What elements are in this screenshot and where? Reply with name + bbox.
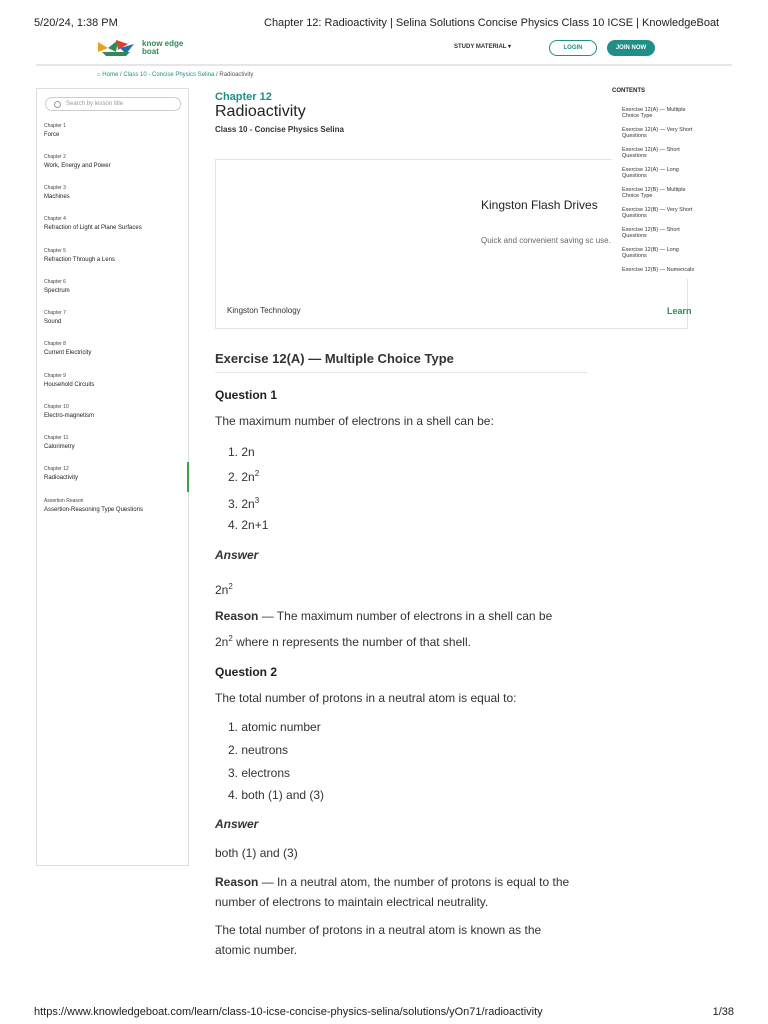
- explanation-line-1: The total number of protons in a neutral atom is known as the: [215, 923, 542, 937]
- answer-superscript: 2: [228, 582, 233, 591]
- contents-item[interactable]: [622, 267, 726, 273]
- chapter-name: Refraction of Light at Plane Surfaces: [44, 225, 142, 231]
- ad-learn-more-link[interactable]: Learn: [667, 306, 692, 316]
- answer-text: both (1) and (3): [215, 846, 298, 860]
- question-2-label: Question 2: [215, 665, 278, 679]
- chapter-label: Chapter 12: [215, 91, 272, 103]
- breadcrumb: ⌂ Home / Class 10 - Concise Physics Selina / Radioactivity: [97, 72, 254, 78]
- option-text: 3. 2n: [228, 497, 255, 511]
- contents-item-line: Exercise 12(B) — Short: [622, 227, 680, 233]
- lesson-search-input[interactable]: [45, 97, 181, 111]
- contents-item-line: Exercise 12(B) — Long: [622, 247, 679, 253]
- reason-label: Reason: [215, 875, 259, 889]
- contents-item[interactable]: [622, 187, 726, 199]
- sidebar-item-chapter-11[interactable]: [44, 435, 184, 450]
- answer-text: [215, 577, 590, 600]
- chapter-name: Force: [44, 132, 60, 138]
- reason-text-line-2: [215, 629, 590, 652]
- contents-item[interactable]: [622, 227, 726, 239]
- question-2-option: 2. neutrons: [228, 743, 289, 757]
- print-url: https://www.knowledgeboat.com/learn/class-10-icse-concise-physics-selina/solutions/yOn71/radioactivity: [34, 1006, 543, 1018]
- chapter-name: Current Electricity: [44, 350, 92, 356]
- sidebar-item-chapter-5[interactable]: [44, 248, 184, 263]
- search-icon: [54, 101, 61, 108]
- print-page-number: 1/38: [712, 1006, 734, 1018]
- chapter-number: Chapter 7: [44, 310, 66, 316]
- breadcrumb-current: Radioactivity: [219, 72, 254, 78]
- option-superscript: 2: [254, 469, 260, 478]
- answer-value: 2n: [215, 583, 229, 597]
- chapter-name: Calorimetry: [44, 444, 75, 450]
- contents-item-line: Exercise 12(A) — Very Short: [622, 127, 693, 133]
- chapter-name: Spectrum: [44, 288, 70, 294]
- chapter-name: Assertion-Reasoning Type Questions: [44, 507, 143, 513]
- chapter-number: Chapter 1: [44, 123, 66, 129]
- home-icon[interactable]: ⌂: [97, 72, 101, 78]
- reason-line: — In a neutral atom, the number of protons is equal to the: [258, 875, 570, 889]
- chapter-number: Chapter 5: [44, 248, 66, 254]
- study-material-menu[interactable]: STUDY MATERIAL ▾: [454, 44, 512, 50]
- chapter-sidebar: [36, 88, 189, 866]
- contents-item[interactable]: [622, 127, 726, 139]
- contents-item-line: Exercise 12(B) — Multiple: [622, 187, 686, 193]
- reason-line: where n represents the number of that shell.: [232, 635, 471, 649]
- sidebar-item-chapter-10[interactable]: [44, 404, 184, 419]
- question-1-option: [228, 445, 255, 459]
- top-nav: [36, 34, 732, 66]
- question-2-text: The total number of protons in a neutral atom is equal to:: [215, 691, 517, 705]
- contents-item-line: Exercise 12(A) — Short: [622, 147, 680, 153]
- page-title: Radioactivity: [215, 103, 306, 120]
- question-1-option: [228, 496, 259, 511]
- sidebar-item-chapter-2[interactable]: [44, 154, 184, 169]
- chapter-subtitle: Class 10 - Concise Physics Selina: [215, 125, 344, 134]
- join-now-button[interactable]: JOIN NOW: [607, 40, 655, 56]
- contents-item[interactable]: [622, 207, 726, 219]
- sidebar-item-chapter-3[interactable]: [44, 185, 184, 200]
- contents-title: CONTENTS: [612, 88, 645, 94]
- contents-item-line: Questions: [622, 253, 647, 259]
- sidebar-item-chapter-4[interactable]: [44, 216, 184, 231]
- contents-item-line: Questions: [622, 213, 647, 219]
- sidebar-item-chapter-8[interactable]: [44, 341, 184, 356]
- reason-line: — The maximum number of electrons in a shell can be: [258, 609, 553, 623]
- chapter-name: Sound: [44, 319, 62, 325]
- contents-item[interactable]: [622, 247, 726, 259]
- option-text: 2. 2n: [228, 470, 255, 484]
- contents-item-line: Questions: [622, 133, 647, 139]
- print-title: Chapter 12: Radioactivity | Selina Solutions Concise Physics Class 10 ICSE | KnowledgeBoat: [264, 17, 720, 29]
- question-1-option: [228, 469, 259, 484]
- chapter-number: Chapter 6: [44, 279, 66, 285]
- option-text: 1. 2n: [228, 445, 255, 459]
- option-text: 4. 2n+1: [228, 518, 269, 532]
- ad-brand: Kingston Technology: [227, 306, 301, 315]
- question-2-option: 4. both (1) and (3): [228, 788, 325, 802]
- chapter-name: Electro-magnetism: [44, 413, 95, 419]
- ad-title: Kingston Flash Drives: [481, 198, 598, 212]
- sidebar-item-chapter-12[interactable]: [44, 466, 184, 481]
- section-title: Exercise 12(A) — Multiple Choice Type: [215, 351, 587, 373]
- logo-line-2: boat: [142, 47, 159, 56]
- option-superscript: 3: [254, 496, 260, 505]
- sidebar-item-chapter-6[interactable]: [44, 279, 184, 294]
- logo-icon: [96, 38, 138, 58]
- contents-item-line: Exercise 12(B) — Numericals: [622, 267, 695, 273]
- contents-item-line: Questions: [622, 173, 647, 179]
- contents-item[interactable]: [622, 147, 726, 159]
- reason-text: [215, 606, 590, 626]
- contents-item-line: Exercise 12(B) — Very Short: [622, 207, 693, 213]
- contents-item-line: Choice Type: [622, 193, 653, 199]
- answer-label: Answer: [215, 548, 259, 562]
- chapter-number: Chapter 4: [44, 216, 66, 222]
- breadcrumb-class[interactable]: Class 10 - Concise Physics Selina: [123, 72, 215, 78]
- sidebar-item-chapter-7[interactable]: [44, 310, 184, 325]
- chapter-name: Work, Energy and Power: [44, 163, 111, 169]
- contents-item-line: Exercise 12(A) — Multiple: [622, 107, 686, 113]
- chapter-number: Chapter 9: [44, 373, 66, 379]
- sidebar-item-chapter-1[interactable]: [44, 123, 184, 138]
- chapter-name: Refraction Through a Lens: [44, 257, 115, 263]
- reason-line: 2n: [215, 635, 229, 649]
- logo-line-1: know edge: [142, 39, 184, 48]
- chapter-number: Chapter 12: [44, 466, 69, 472]
- print-date: 5/20/24, 1:38 PM: [34, 17, 118, 29]
- reason-text-line-2: number of electrons to maintain electrical neutrality.: [215, 895, 489, 909]
- contents-item-line: Questions: [622, 233, 647, 239]
- contents-item-line: Choice Type: [622, 113, 653, 119]
- login-button[interactable]: LOGIN: [549, 40, 597, 56]
- chapter-number: Chapter 10: [44, 404, 69, 410]
- contents-item-line: Exercise 12(A) — Long: [622, 167, 679, 173]
- reason-label: Reason: [215, 609, 259, 623]
- sidebar-item-assertion-reason[interactable]: [44, 498, 184, 513]
- chapter-name: Household Circuits: [44, 382, 95, 388]
- ad-description: Quick and convenient saving sc use.: [481, 236, 611, 245]
- contents-item[interactable]: [622, 107, 726, 119]
- reason-superscript: 2: [228, 634, 233, 643]
- question-1-label: Question 1: [215, 388, 278, 402]
- chapter-name: Machines: [44, 194, 70, 200]
- question-1-option: [228, 518, 268, 532]
- chapter-number: Assertion Reason: [44, 498, 84, 504]
- question-1-text: The maximum number of electrons in a shell can be:: [215, 414, 494, 428]
- active-chapter-indicator: [187, 462, 189, 492]
- search-placeholder: Search by lesson title: [66, 101, 124, 107]
- contents-panel: [612, 83, 732, 279]
- breadcrumb-home[interactable]: Home: [102, 72, 119, 78]
- contents-item[interactable]: [622, 167, 726, 179]
- explanation-line-2: atomic number.: [215, 943, 298, 957]
- chapter-number: Chapter 8: [44, 341, 66, 347]
- chapter-number: Chapter 3: [44, 185, 66, 191]
- question-2-option: 1. atomic number: [228, 720, 321, 734]
- logo-text: [142, 40, 183, 56]
- reason-text: [215, 872, 590, 892]
- chapter-number: Chapter 2: [44, 154, 66, 160]
- chapter-name: Radioactivity: [44, 475, 79, 481]
- question-2-option: 3. electrons: [228, 766, 291, 780]
- sidebar-item-chapter-9[interactable]: [44, 373, 184, 388]
- contents-item-line: Questions: [622, 153, 647, 159]
- chapter-number: Chapter 11: [44, 435, 69, 441]
- answer-label: Answer: [215, 817, 259, 831]
